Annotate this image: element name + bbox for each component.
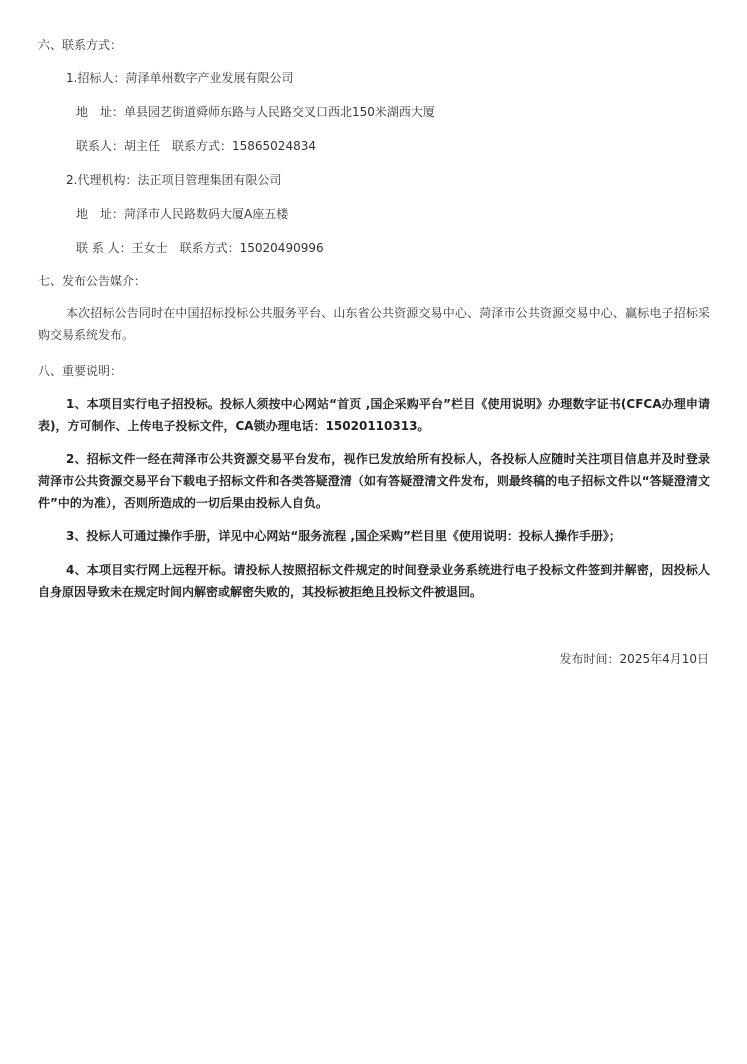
- important-note-1: 1、本项目实行电子招投标。投标人须按中心网站“首页 ,国企采购平台”栏目《使用说明》办理数字证书(CFCA办理申请表)，方可制作、上传电子投标文件，CA锁办理电话：15020110313。: [38, 397, 710, 433]
- important-note-4: 4、本项目实行网上远程开标。请投标人按照招标文件规定的时间登录业务系统进行电子投标文件签到并解密，因投标人自身原因导致未在规定时间内解密或解密失败的，其投标被拒绝且投标文件被退回。: [38, 563, 710, 599]
- section7-body: 本次招标公告同时在中国招标投标公共服务平台、山东省公共资源交易中心、菏泽市公共资源交易中心、赢标电子招标采购交易系统发布。: [38, 306, 710, 342]
- section8-heading: 八、重要说明：: [38, 364, 123, 378]
- bidder-contact: 联系人：胡主任 联系方式：15865024834: [76, 139, 316, 153]
- important-note-2: 2、招标文件一经在菏泽市公共资源交易平台发布，视作已发放给所有投标人，各投标人应随时关注项目信息并及时登录菏泽市公共资源交易平台下载电子招标文件和各类答疑澄清（如有答疑澄清文件发布，则最终稿的电子招标文件以“答疑澄清文件”中的为准），否则所造成的一切后果由投标人自负。: [38, 452, 710, 510]
- bidder-address: 地 址：单县园艺街道舜师东路与人民路交叉口西北150米湖西大厦: [76, 105, 435, 119]
- agency-contact: 联 系 人：王女士 联系方式：15020490996: [76, 241, 324, 255]
- important-note-3: 3、投标人可通过操作手册，详见中心网站“服务流程 ,国企采购”栏目里《使用说明：投标人操作手册》；: [66, 529, 621, 543]
- section7-heading: 七、发布公告媒介：: [38, 274, 147, 288]
- publish-time: 发布时间：2025年4月10日: [559, 652, 709, 666]
- agency-address: 地 址：菏泽市人民路数码大厦A座五楼: [76, 207, 289, 221]
- agency-label: 2.代理机构：法正项目管理集团有限公司: [66, 173, 282, 187]
- bidder-label: 1.招标人：菏泽单州数字产业发展有限公司: [66, 71, 294, 85]
- section6-heading: 六、联系方式：: [38, 38, 123, 52]
